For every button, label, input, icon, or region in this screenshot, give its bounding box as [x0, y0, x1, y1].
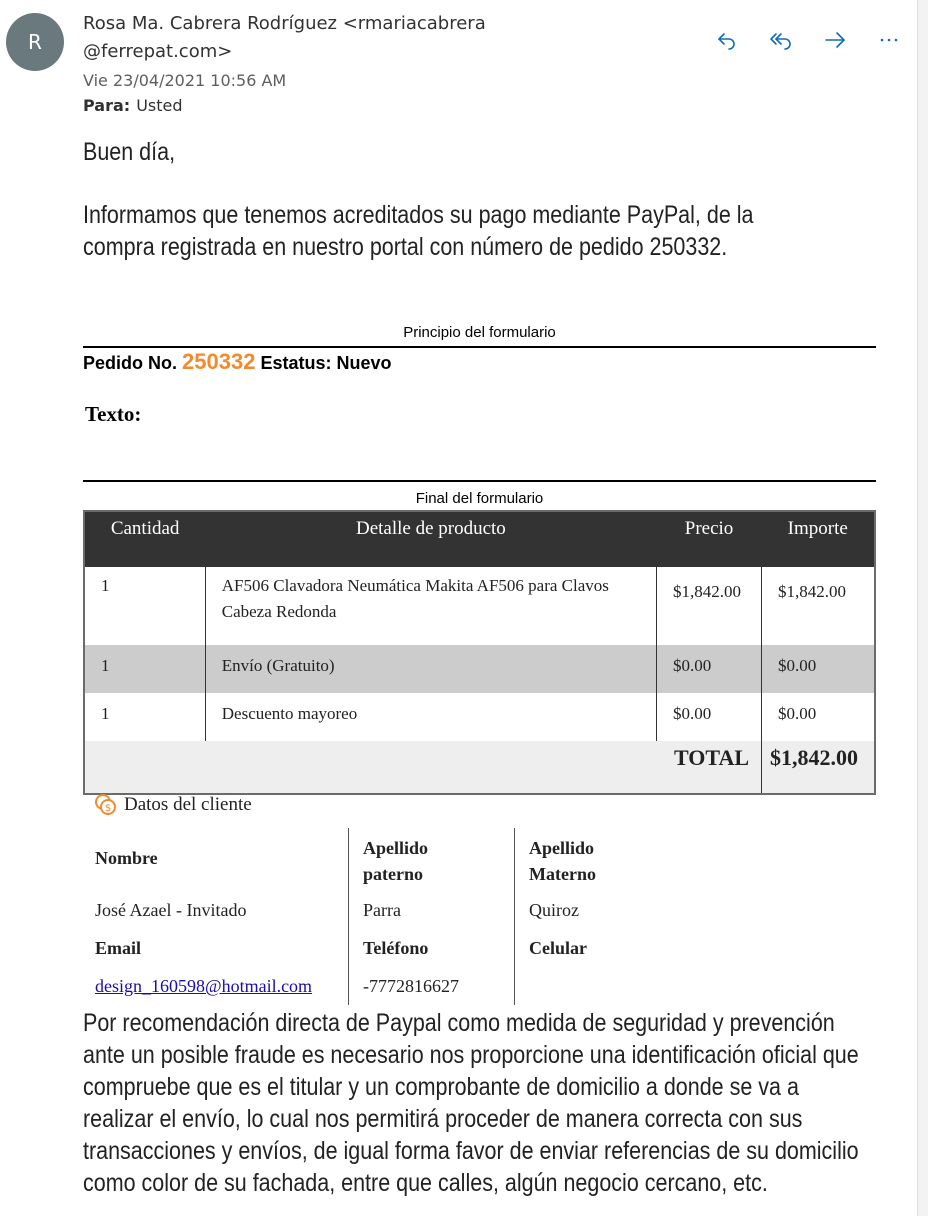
recipient-line	[83, 96, 183, 115]
forward-button[interactable]	[808, 26, 862, 54]
forward-icon	[823, 28, 847, 52]
sender-name-line1: Rosa Ma. Cabrera Rodríguez <rmariacabrera	[83, 13, 486, 34]
texto-label: Texto:	[85, 402, 142, 426]
reply-all-button[interactable]	[754, 26, 808, 54]
email-label: Email	[95, 938, 142, 958]
header-cantidad: Cantidad	[84, 511, 205, 567]
paterno-value: Parra	[363, 900, 401, 920]
table-header-row	[84, 511, 875, 567]
sender-name-line2: @ferrepat.com>	[83, 41, 233, 62]
total-label: TOTAL	[84, 741, 762, 794]
row-detail: Envío (Gratuito)	[205, 645, 656, 693]
form-end-label: Final del formulario	[415, 490, 544, 507]
row-amount: $0.00	[762, 645, 875, 693]
email-date: Vie 23/04/2021 10:56 AM	[83, 71, 287, 90]
celular-label: Celular	[529, 938, 587, 958]
row-detail: Descuento mayoreo	[205, 693, 656, 741]
total-value: $1,842.00	[762, 741, 875, 794]
row-price: $0.00	[657, 693, 762, 741]
more-icon	[877, 28, 901, 52]
table-row	[84, 645, 875, 693]
client-title-label: Datos del cliente	[124, 794, 252, 815]
order-line	[83, 349, 391, 375]
telefono-value: -7772816627	[363, 976, 459, 996]
materno-value: Quiroz	[529, 900, 579, 920]
intro-text: Informamos que tenemos acreditados su pago mediante PayPal, de la compra registrada en nuestro portal con número de pedido 250332.	[83, 201, 754, 261]
nombre-value: José Azael - Invitado	[95, 900, 247, 920]
row-qty: 1	[84, 645, 205, 693]
paterno-label-line2: paterno	[363, 864, 423, 884]
row-price: $1,842.00	[657, 567, 762, 645]
order-status: Estatus: Nuevo	[260, 353, 392, 373]
sender-name[interactable]	[83, 10, 523, 66]
nombre-label: Nombre	[95, 848, 158, 868]
paterno-label	[363, 835, 513, 887]
scrollbar[interactable]	[917, 0, 928, 1216]
table-row	[84, 693, 875, 741]
security-notice-text: Por recomendación directa de Paypal como medida de seguridad y prevención ante un posible fraude es necesario nos proporcione una identificación oficial que compruebe que es el titular y un comprobante de domicilio a donde se va a realizar el envío, lo cual nos permitirá proceder de manera correcta con sus transacciones y envíos, de igual forma favor de enviar referencias de su domicilio como color de su fachada, entre que calles, algún negocio cercano, etc.	[83, 1009, 859, 1197]
to-label: Para:	[83, 96, 131, 115]
order-table	[83, 510, 876, 795]
header-detalle: Detalle de producto	[205, 511, 656, 567]
header-importe: Importe	[762, 511, 875, 567]
telefono-label: Teléfono	[363, 938, 429, 958]
materno-label	[529, 835, 729, 887]
more-button[interactable]	[862, 26, 916, 54]
reply-icon	[715, 28, 739, 52]
row-price: $0.00	[657, 645, 762, 693]
client-section-title	[94, 793, 252, 817]
reply-button[interactable]	[700, 26, 754, 54]
materno-label-line1: Apellido	[529, 838, 595, 858]
row-qty: 1	[84, 693, 205, 741]
materno-label-line2: Materno	[529, 864, 596, 884]
header-precio: Precio	[657, 511, 762, 567]
avatar: R	[6, 13, 64, 71]
divider	[83, 480, 876, 482]
email-value	[95, 976, 345, 997]
order-prefix: Pedido No.	[83, 353, 177, 373]
to-value: Usted	[136, 96, 183, 115]
form-start-label: Principio del formulario	[403, 324, 556, 341]
divider	[348, 828, 349, 1005]
row-amount: $1,842.00	[778, 582, 847, 601]
row-qty: 1	[84, 567, 205, 645]
order-number: 250332	[182, 349, 256, 374]
paterno-label-line1: Apellido	[363, 838, 429, 858]
message-actions	[700, 26, 916, 54]
email-link[interactable]: design_160598@hotmail.com	[95, 976, 313, 996]
divider	[83, 346, 876, 348]
table-row	[84, 567, 875, 645]
coin-icon	[94, 793, 118, 817]
divider	[514, 828, 515, 1005]
row-detail: AF506 Clavadora Neumática Makita AF506 para Clavos Cabeza Redonda	[205, 567, 656, 645]
greeting-text: Buen día,	[83, 138, 176, 166]
total-row	[84, 741, 875, 794]
svg-text:$: $	[104, 803, 112, 814]
row-amount: $0.00	[778, 704, 817, 723]
reply-all-icon	[769, 28, 793, 52]
